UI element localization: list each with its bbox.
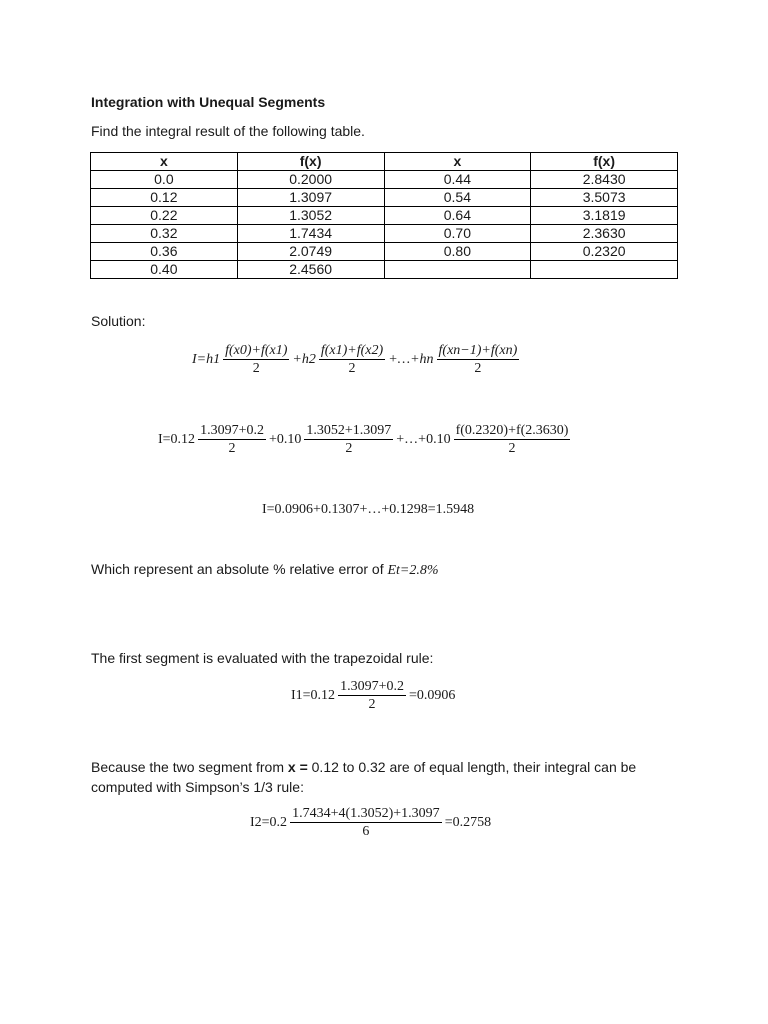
table-cell: 2.0749: [237, 243, 384, 261]
fraction-term-1: [198, 422, 266, 457]
table-cell: 0.0: [91, 171, 238, 189]
fraction-denominator: 2: [368, 697, 376, 712]
fraction-term: [338, 678, 406, 713]
formula-operator: +…+0.10: [396, 431, 451, 447]
table-cell: 1.7434: [237, 225, 384, 243]
first-segment-formula: [291, 678, 455, 713]
fraction-denominator: 6: [362, 824, 370, 839]
data-table: [90, 152, 678, 279]
fraction-numerator: 1.3097+0.2: [200, 423, 264, 438]
formula-operator: +h2: [292, 351, 316, 367]
page-title: Integration with Unequal Segments: [91, 94, 326, 110]
table-cell: 1.3052: [237, 207, 384, 225]
formula-lhs: I=0.12: [158, 431, 196, 447]
fraction-numerator: f(x0)+f(x1): [225, 343, 288, 358]
table-row: [91, 171, 678, 189]
fraction-numerator: f(xn−1)+f(xn): [438, 343, 518, 358]
first-segment-text: The first segment is evaluated with the trapezoidal rule:: [91, 650, 434, 666]
fraction-denominator: 2: [474, 361, 482, 376]
table-cell: [384, 261, 531, 279]
simpson-text-b: 0.12 to 0.32 are of equal length, their integral can be computed with Simpson’s 1/3 rule:: [91, 759, 637, 795]
table-cell: 0.2320: [531, 243, 678, 261]
table-row: [91, 225, 678, 243]
table-row: [91, 243, 678, 261]
general-formula: [192, 342, 522, 377]
table-cell: 0.40: [91, 261, 238, 279]
fraction-numerator: f(0.2320)+f(2.3630): [455, 423, 569, 438]
table-cell: 0.54: [384, 189, 531, 207]
formula-operator: +…+hn: [388, 351, 434, 367]
table-cell: 0.32: [91, 225, 238, 243]
formula-lhs: I1=0.12: [291, 687, 336, 703]
fraction-denominator: 2: [345, 441, 353, 456]
table-row: [91, 189, 678, 207]
simpson-paragraph: [91, 757, 691, 797]
fraction-numerator: f(x1)+f(x2): [320, 343, 384, 358]
table-row: [91, 207, 678, 225]
fraction-term-3: [437, 342, 520, 377]
table-row: [91, 261, 678, 279]
error-text: Which represent an absolute % relative error of: [91, 561, 384, 577]
fraction-numerator: 1.3052+1.3097: [306, 423, 392, 438]
solution-label: Solution:: [91, 313, 146, 329]
table-cell: 0.22: [91, 207, 238, 225]
fraction-term-2: [304, 422, 393, 457]
table-cell: 0.2000: [237, 171, 384, 189]
fraction-denominator: 2: [228, 441, 236, 456]
formula-lhs: I=h1: [192, 351, 221, 367]
header-x-2: x: [384, 153, 531, 171]
fraction-numerator: 1.3097+0.2: [340, 679, 404, 694]
intro-text: Find the integral result of the following table.: [91, 123, 365, 139]
header-fx-2: f(x): [531, 153, 678, 171]
header-fx-1: f(x): [237, 153, 384, 171]
fraction-term-1: [223, 342, 289, 377]
table-header-row: [91, 153, 678, 171]
simpson-formula: [250, 805, 491, 840]
formula-rhs: =0.0906: [408, 687, 456, 703]
fraction-term-2: [319, 342, 385, 377]
sum-result: I=0.0906+0.1307+…+0.1298=1.5948: [262, 502, 475, 517]
error-line: [91, 561, 439, 579]
table-cell: 2.3630: [531, 225, 678, 243]
substituted-formula: [158, 422, 573, 457]
table-cell: 2.8430: [531, 171, 678, 189]
header-x-1: x: [91, 153, 238, 171]
table-cell: 0.44: [384, 171, 531, 189]
table-cell: 0.12: [91, 189, 238, 207]
table-cell: [531, 261, 678, 279]
table-cell: 3.1819: [531, 207, 678, 225]
table-cell: 0.70: [384, 225, 531, 243]
simpson-x-label: x =: [287, 759, 308, 775]
error-value: Et=2.8%: [387, 563, 439, 578]
formula-lhs: I2=0.2: [250, 814, 288, 830]
table-cell: 0.36: [91, 243, 238, 261]
fraction-term-3: [454, 422, 571, 457]
fraction-denominator: 2: [348, 361, 356, 376]
formula-rhs: =0.2758: [444, 814, 492, 830]
table-cell: 1.3097: [237, 189, 384, 207]
table-cell: 0.80: [384, 243, 531, 261]
fraction-term: [290, 805, 442, 840]
table-cell: 2.4560: [237, 261, 384, 279]
simpson-text-a: Because the two segment from: [91, 759, 284, 775]
formula-operator: +0.10: [268, 431, 302, 447]
fraction-numerator: 1.7434+4(1.3052)+1.3097: [292, 806, 440, 821]
table-cell: 0.64: [384, 207, 531, 225]
table-cell: 3.5073: [531, 189, 678, 207]
fraction-denominator: 2: [508, 441, 516, 456]
fraction-denominator: 2: [252, 361, 260, 376]
